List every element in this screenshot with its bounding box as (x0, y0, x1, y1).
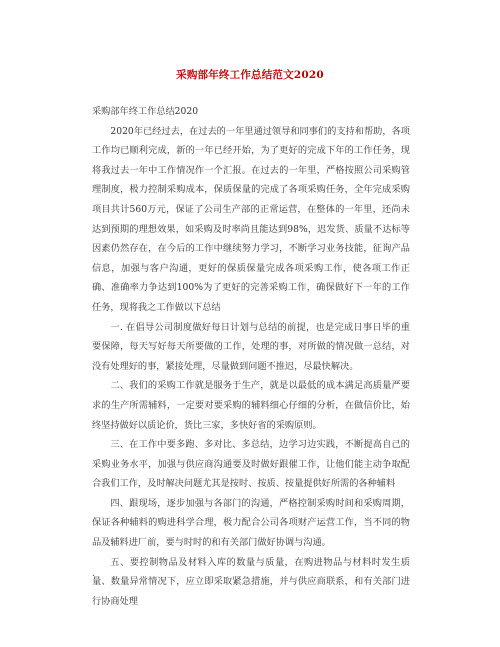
document-subtitle: 采购部年终工作总结2020 (92, 106, 199, 117)
document-title: 采购部年终工作总结范文2020 (176, 69, 324, 81)
document-body (92, 102, 410, 611)
end-mark: . (92, 569, 95, 579)
paragraph-item-2: 二、我们的采购工作就是服务于生产，就是以最低的成本满足高质量严要求的生产所需辅料，一定要对要采购的辅料细心仔细的分析，在做信价比，始终坚持做好以质论价，货比三家，多快好省的采购原则。 (92, 380, 410, 431)
paragraph-item-3: 三、在工作中要多跑、多对比、多总结，边学习边实践，不断提高自己的采购业务水平，加强与供应商沟通要及时做好跟催工作，让他们能主动争取配合我们工作，及时解决问题尤其是按时、按质、按量提供好所需的各种辅料 (92, 439, 410, 490)
paragraph-intro: 2020年已经过去，在过去的一年里通过领导和同事们的支持和帮助，各项工作均已顺利完成，新的一年已经开始，为了更好的完成下年的工作任务，现将我过去一年中工作情况作一个汇报。在过去的一年里，严格按照公司采购管理制度，极力控制采购成本，保质保量的完成了各项采购任务，全年完成采购项目共计560万元，保证了公司生产部的正常运营，在整体的一年里，还尚未达到预期的理想效果，如采购及时率尚且能达到98%，迟发货、质量不达标等因素仍然存在，在今后的工作中继续努力学习，不断学习业务技能，征询产品信息，加强与客户沟通，更好的保质保量完成各项采购工作，使各项工作正确、准确率力争达到100%为了更好的完善采购工作，确保做好下一年的工作任务，现将我之工作做以下总结 (92, 125, 410, 313)
paragraph-item-4: 四、跟现场，逐步加强与各部门的沟通，严格控制采购时间和采购周期，保证各种辅料的购进科学合理，极力配合公司各项财产运营工作，当不同的物品及辅料进厂前，要与时时的和有关部门做好协调与沟通。 (92, 497, 410, 549)
paragraph-item-5: 五、要控制物品及材料入库的数量与质量，在购进物品与材料时发生质量、数量异常情况下，应立即采取紧急措施，并与供应商联系，和有关部门进行协商处理 (92, 556, 410, 607)
paragraph-item-1: 一. 在倡导公司制度做好每日计划与总结的前提，也是完成日事日毕的重要保障，每天写好每天所要做的工作，处理的事，对所做的情况做一总结，对没有处理好的事，紧接处理，尽量做到问题不推迟，尽最快解决。 (92, 321, 410, 372)
